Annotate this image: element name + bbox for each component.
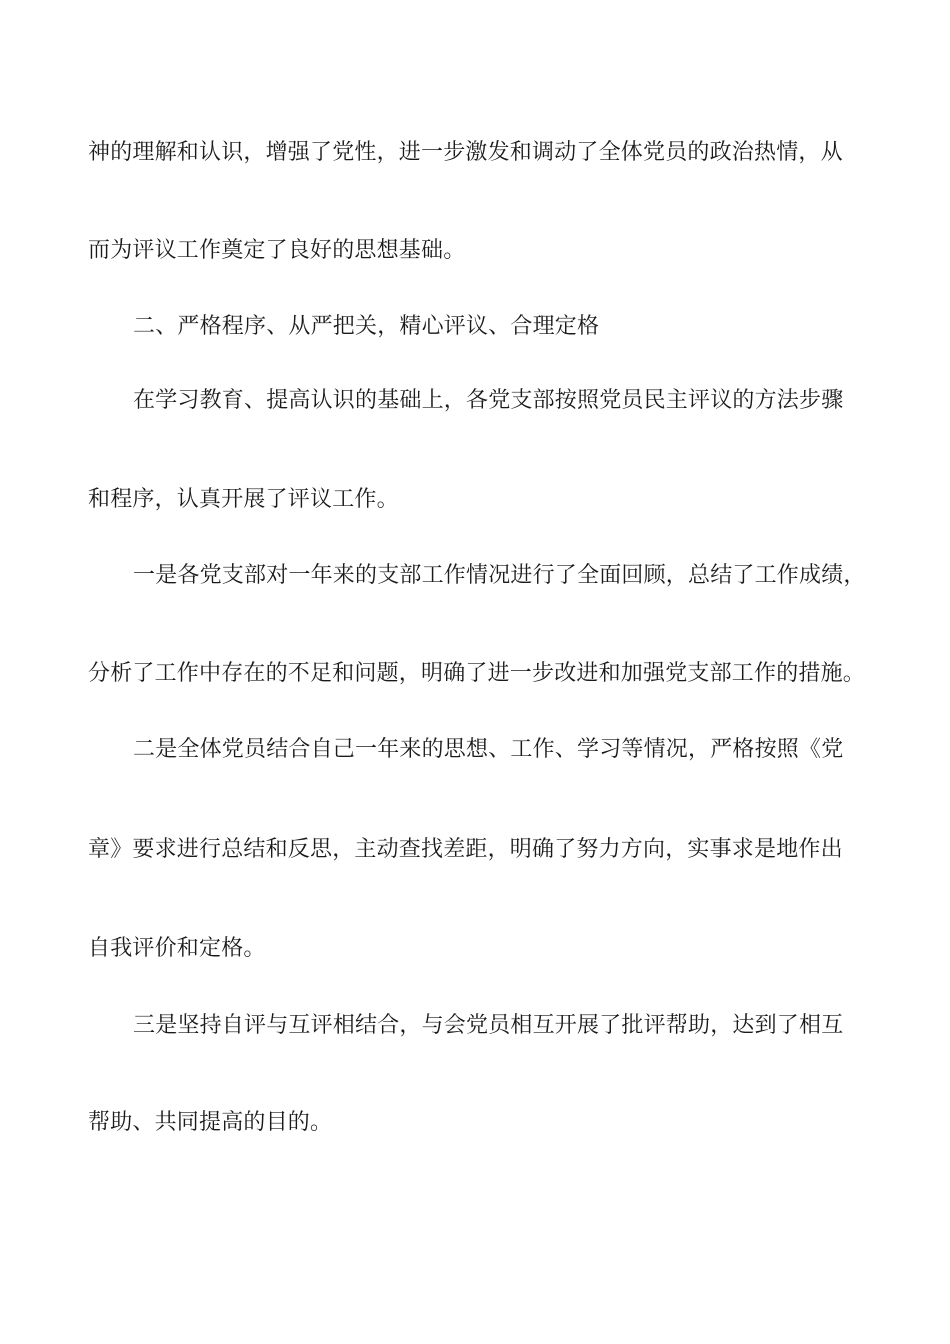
paragraph-line: 分析了工作中存在的不足和问题，明确了进一步改进和加强党支部工作的措施。: [88, 661, 866, 686]
paragraph-line: 和程序，认真开展了评议工作。: [88, 487, 399, 512]
paragraph-line: 三是坚持自评与互评相结合，与会党员相互开展了批评帮助，达到了相互: [133, 1013, 844, 1038]
paragraph-line: 一是各党支部对一年来的支部工作情况进行了全面回顾，总结了工作成绩，: [133, 563, 866, 588]
paragraph-line: 帮助、共同提高的目的。: [88, 1110, 333, 1135]
paragraph-line: 而为评议工作奠定了良好的思想基础。: [88, 238, 466, 263]
section-heading: 二、严格程序、从严把关，精心评议、合理定格: [133, 314, 600, 339]
paragraph-line: 在学习教育、提高认识的基础上，各党支部按照党员民主评议的方法步骤: [133, 388, 844, 413]
paragraph-line: 二是全体党员结合自己一年来的思想、工作、学习等情况，严格按照《党: [133, 737, 844, 762]
paragraph-line: 章》要求进行总结和反思，主动查找差距，明确了努力方向，实事求是地作出: [88, 837, 843, 862]
paragraph-line: 神的理解和认识，增强了党性，进一步激发和调动了全体党员的政治热情，从: [88, 140, 843, 165]
paragraph-line: 自我评价和定格。: [88, 936, 266, 961]
